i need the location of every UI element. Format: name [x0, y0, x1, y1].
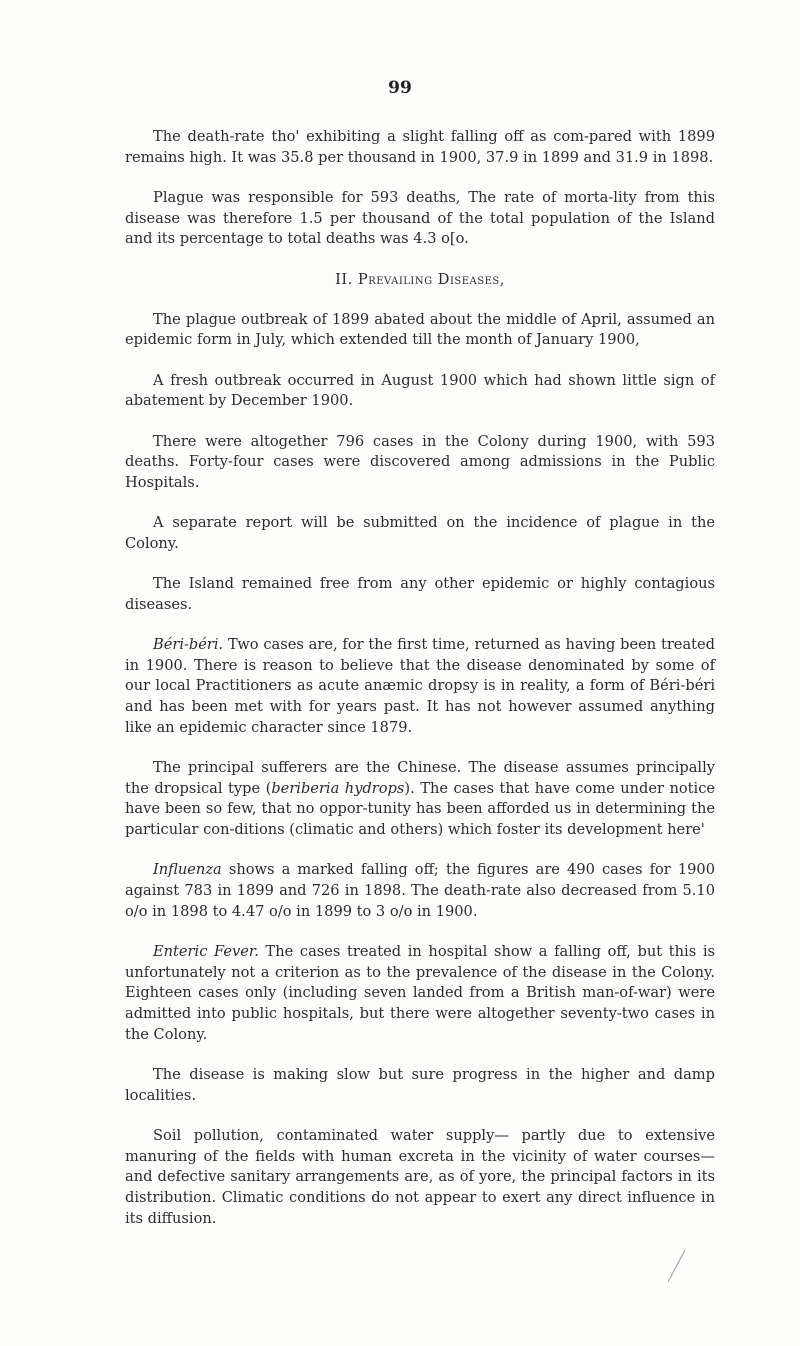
- influenza-heading: Influenza: [153, 861, 222, 879]
- paragraph-soil-pollution: Soil pollution, contaminated water supply— partly due to extensive manuring of the fields with human excreta in the vicinity of water courses— and defective sanitary arrangements are, as of yore, the principal factors in its distribution. Climatic conditions do not appear to exert any direct influence in its diffusion.: [125, 1126, 715, 1227]
- paragraph-separate-report: A separate report will be submitted on the incidence of plague in the Colony.: [125, 514, 715, 552]
- pencil-mark: [668, 1250, 686, 1282]
- page-number: 99: [388, 78, 412, 98]
- section-heading: [125, 270, 715, 291]
- enteric-fever-heading: Enteric Fever.: [153, 942, 259, 960]
- chinese-sufferers-text-start: The principal sufferers are the Chinese. The disease assumes principally the dropsical type (: [125, 758, 715, 797]
- paragraph-slow-progress: The disease is making slow but sure progress in the higher and damp localities.: [125, 1065, 715, 1104]
- paragraph-influenza: [125, 860, 715, 922]
- paragraph-plague-deaths: Plague was responsible for 593 deaths, The rate of morta-lity from this disease was therefore 1.5 per thousand of the total population of the Island and its percentage to total deaths was 4.3 o[o.: [125, 188, 715, 248]
- section-numeral: II.: [335, 270, 353, 288]
- paragraph-death-rate: The death-rate tho' exhibiting a slight falling off as com-pared with 1899 remains high. It was 35.8 per thousand in 1900, 37.9 in 1899 and 31.9 in 1898.: [125, 128, 715, 166]
- paragraph-enteric-fever: [125, 942, 715, 1046]
- section-title: Prevailing Diseases,: [357, 270, 505, 288]
- enteric-fever-text: The cases treated in hospital show a falling off, but this is unfortunately not a criterion as to the prevalence of the disease in the Colony. Eighteen cases only (including seven landed from a British man-of-war) were admitted into public hospitals, but there were altogether seventy-two cases in the Colony.: [125, 942, 715, 1043]
- paragraph-fresh-outbreak: A fresh outbreak occurred in August 1900 which had shown little sign of abatement by December 1900.: [125, 371, 715, 410]
- chinese-sufferers-text-end: ). The cases that have come under notice have been so few, that no oppor-tunity has been afforded us in determining the particular con-ditions (climatic and others) which foster its development here': [125, 779, 715, 839]
- beriberia-hydrops-term: beriberia hydrops: [271, 779, 405, 797]
- paragraph-no-epidemic: The Island remained free from any other epidemic or highly contagious diseases.: [125, 575, 715, 613]
- beri-beri-heading: Béri-béri.: [153, 635, 224, 653]
- paragraph-plague-cases: There were altogether 796 cases in the Colony during 1900, with 593 deaths. Forty-four cases were discovered among admissions in the Public Hospitals.: [125, 432, 715, 491]
- beri-beri-text: Two cases are, for the first time, returned as having been treated in 1900. There is reason to believe that the disease denominated by some of our local Practitioners as acute anæmic dropsy is in reality, a form of Béri-béri and has been met with for years past. It has not however assumed anything like an epidemic character since 1879.: [125, 635, 715, 736]
- influenza-text: shows a marked falling off; the figures are 490 cases for 1900 against 783 in 1899 and 726 in 1898. The death-rate also decreased from 5.10 o/o in 1898 to 4.47 o/o in 1899 to 3 o/o in 1900.: [125, 861, 715, 920]
- paragraph-beri-beri: [125, 635, 715, 739]
- body-text: [125, 127, 715, 1249]
- paragraph-plague-outbreak: The plague outbreak of 1899 abated about the middle of April, assumed an epidemic form in July, which extended till the month of January 1900,: [125, 310, 715, 349]
- paragraph-chinese-sufferers: [125, 758, 715, 841]
